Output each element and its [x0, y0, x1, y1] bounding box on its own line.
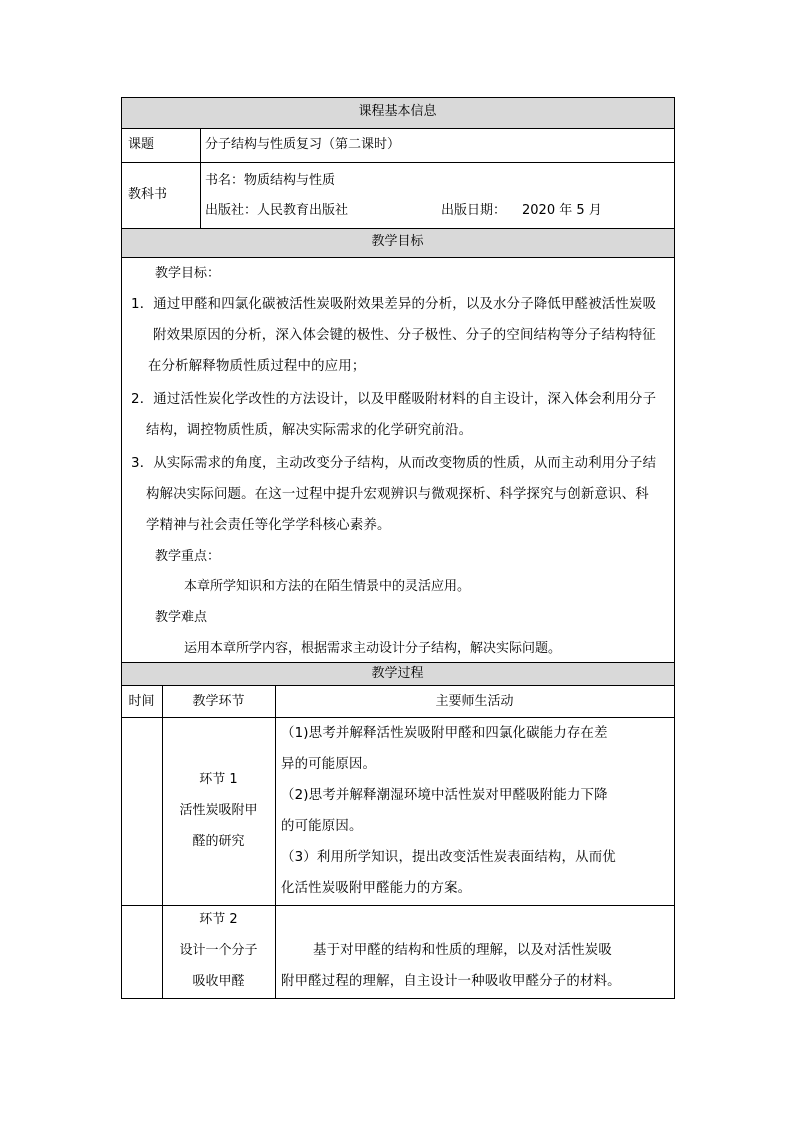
goal-3-line: 学精神与社会责任等化学学科核心素养。 — [146, 518, 391, 533]
course-info-header: 课程基本信息 — [358, 104, 437, 119]
publish-date-label: 出版日期： — [441, 203, 507, 218]
goal-3-line: 构解决实际问题。在这一过程中提升宏观辨识与微观探析、科学探究与创新意识、科 — [146, 487, 649, 502]
difficulty-title: 教学难点 — [155, 610, 208, 625]
table-border-line — [275, 685, 276, 998]
stage-1-activity-line: （2)思考并解释潮湿环境中活性炭对甲醛吸附能力下降 — [281, 788, 608, 803]
stage-1-activity-line: 化活性炭吸附甲醛能力的方案。 — [281, 881, 472, 896]
table-border-line — [121, 257, 675, 258]
table-border-line — [121, 162, 675, 163]
process-header: 教学过程 — [371, 666, 424, 681]
key-points-title: 教学重点： — [155, 549, 221, 564]
table-border-line — [121, 128, 675, 129]
goal-1-line: 1．通过甲醛和四氯化碳被活性炭吸附效果差异的分析，以及水分子降低甲醛被活性炭吸 — [131, 297, 657, 312]
table-border-line — [121, 97, 675, 98]
publish-date-value: 2020 年 5 月 — [522, 203, 602, 218]
stage-2-name-line: 环节 2 — [199, 912, 238, 927]
goal-2-line: 2．通过活性炭化学改性的方法设计，以及甲醛吸附材料的自主设计，深入体会利用分子 — [131, 392, 657, 407]
stage-2-activity-line: 附甲醛过程的理解，自主设计一种吸收甲醛分子的材料。 — [281, 974, 621, 989]
table-border-line — [121, 662, 675, 663]
difficulty-text: 运用本章所学内容，根据需求主动设计分子结构，解决实际问题。 — [184, 641, 562, 656]
stage-2-activity-line: 基于对甲醛的结构和性质的理解，以及对活性炭吸 — [313, 943, 612, 958]
publisher: 出版社：人民教育出版社 — [205, 203, 349, 218]
table-border-line — [121, 717, 675, 718]
goal-1-line: 在分析解释物质性质过程中的应用； — [148, 359, 366, 374]
goal-2-line: 结构，调控物质性质，解决实际需求的化学研究前沿。 — [146, 423, 473, 438]
book-name: 书名：物质结构与性质 — [205, 173, 336, 188]
goal-1-line: 附效果原因的分析，深入体会键的极性、分子极性、分子的空间结构等分子结构特征 — [153, 328, 656, 343]
stage-1-activity-line: （1)思考并解释活性炭吸附甲醛和四氯化碳能力存在差 — [281, 726, 608, 741]
stage-2-name-line: 设计一个分子 — [179, 943, 258, 958]
stage-1-activity-line: 的可能原因。 — [281, 819, 363, 834]
stage-2-name-line: 吸收甲醛 — [192, 974, 245, 989]
column-header-activity: 主要师生活动 — [435, 694, 514, 709]
stage-1-activity-line: 异的可能原因。 — [281, 757, 377, 772]
stage-1-activity-line: （3）利用所学知识，提出改变活性炭表面结构，从而优 — [281, 850, 616, 865]
textbook-label: 教科书 — [128, 187, 168, 202]
table-border-line — [121, 998, 675, 999]
stage-1-name-line: 环节 1 — [199, 772, 238, 787]
key-points-text: 本章所学知识和方法的在陌生情景中的灵活应用。 — [184, 579, 471, 594]
table-border-line — [674, 97, 675, 998]
table-border-line — [121, 905, 675, 906]
stage-1-name-line: 醛的研究 — [192, 834, 245, 849]
objectives-header: 教学目标 — [371, 234, 424, 249]
goal-3-line: 3．从实际需求的角度，主动改变分子结构，从而改变物质的性质，从而主动利用分子结 — [131, 456, 657, 471]
table-border-line — [121, 228, 675, 229]
topic-label: 课题 — [128, 137, 155, 152]
column-header-stage: 教学环节 — [192, 694, 245, 709]
topic-value: 分子结构与性质复习（第二课时） — [205, 137, 401, 152]
table-border-line — [200, 128, 201, 228]
stage-1-name-line: 活性炭吸附甲 — [179, 803, 258, 818]
goals-title: 教学目标： — [155, 266, 221, 281]
table-border-line — [121, 685, 675, 686]
column-header-time: 时间 — [128, 694, 155, 709]
